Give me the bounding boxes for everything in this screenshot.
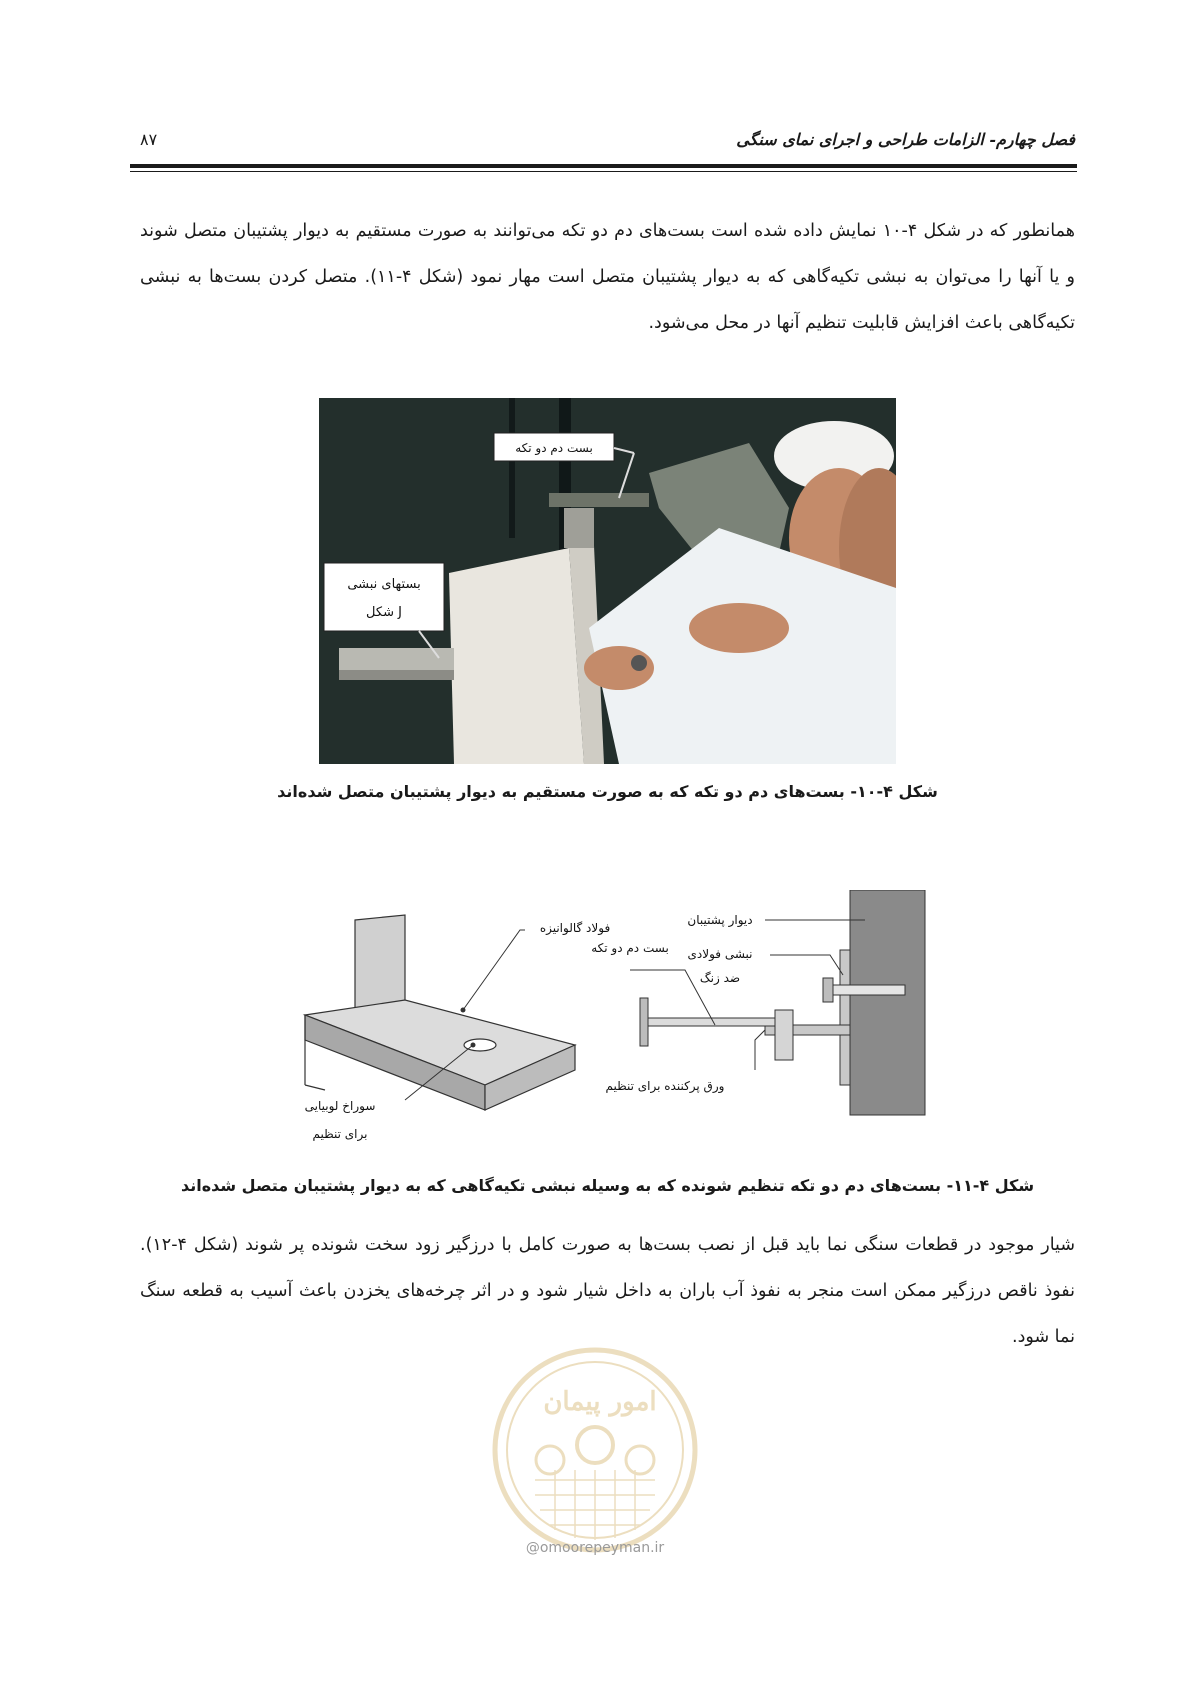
label-j-angle-line2: J شکل [366, 605, 402, 620]
at-icon: @ [525, 1540, 540, 1556]
paragraph-1: همانطور که در شکل ۴-۱۰ نمایش داده شده است بست‌های دم دو تکه می‌توانند به صورت مستقیم به دیوار پشتیبان متصل شوند و یا آنها را می‌توان به نبشی تکیه‌گاهی که به دیوار پشتیبان متصل است مهار نمود (شکل ۴-۱۱). متصل کردن بست‌ها به نبشی تکیه‌گاهی باعث افزایش قابلیت تنظیم آنها در محل می‌شود. [140, 221, 1075, 333]
label-slotted-hole-line2: برای تنظیم [312, 1127, 368, 1141]
figure-4-11-caption: شکل ۴-۱۱- بست‌های دم دو تکه تنظیم شونده که به وسیله نبشی تکیه‌گاهی که به دیوار پشتیبان متصل شده‌اند [180, 1176, 1035, 1195]
watermark-logo-text: امور پیمان [543, 1387, 657, 1417]
label-slotted-hole-line1: سوراخ لوبیایی [304, 1099, 376, 1113]
label-j-angle-line1: بستهای نبشی [347, 577, 421, 592]
label-tail-anchor: بست دم دو تکه [515, 441, 593, 455]
watermark-logo [485, 1340, 705, 1570]
figure-4-10-photo [319, 398, 896, 764]
label-box-left [324, 563, 444, 631]
stone-panel [449, 548, 584, 764]
header-rule-thick [130, 164, 1077, 168]
header-rule-thin [130, 171, 1077, 172]
t-anchor [645, 1018, 775, 1026]
page-number: ۸۷ [140, 130, 158, 149]
tail-anchor [564, 508, 594, 548]
j-angle [339, 648, 454, 670]
label-backup-wall: دیوار پشتیبان [687, 913, 753, 927]
gear-icon [577, 1427, 613, 1463]
label-steel-angle-line2: ضد زنگ [699, 971, 741, 985]
backup-wall [850, 890, 925, 1115]
bolt [830, 985, 905, 995]
paragraph-2: شیار موجود در قطعات سنگی نما باید قبل از نصب بست‌ها به صورت کامل با درزگیر زود سخت شونده پر شوند (شکل ۴-۱۲). نفوذ ناقص درزگیر ممکن است منجر به نفوذ آب باران به داخل شیار شود و در اثر چرخه‌های یخزدن باعث آسیب به قطعه سنگ نما شود. [140, 1235, 1075, 1347]
steel-angle [840, 950, 850, 1085]
label-shim-plate: ورق پرکننده برای تنظیم [605, 1079, 725, 1093]
watermark-site-text: omoorepeyman.ir [539, 1540, 665, 1556]
chapter-title: فصل چهارم- الزامات طراحی و اجرای نمای سنگی [736, 130, 1075, 149]
figure-4-11-diagram [285, 890, 935, 1160]
slotted-hole [464, 1039, 496, 1051]
figure-4-10-caption: شکل ۴-۱۰- بست‌های دم دو تکه که به صورت مستقیم به دیوار پشتیبان متصل شده‌اند [277, 782, 938, 801]
label-steel-angle-line1: نبشی فولادی [687, 947, 753, 961]
watermark-site [490, 1540, 700, 1556]
label-tail-anchor-2: بست دم دو تکه [591, 941, 669, 955]
label-galvanized-steel: فولاد گالوانیزه [539, 921, 611, 935]
iso-anchor [305, 915, 575, 1110]
